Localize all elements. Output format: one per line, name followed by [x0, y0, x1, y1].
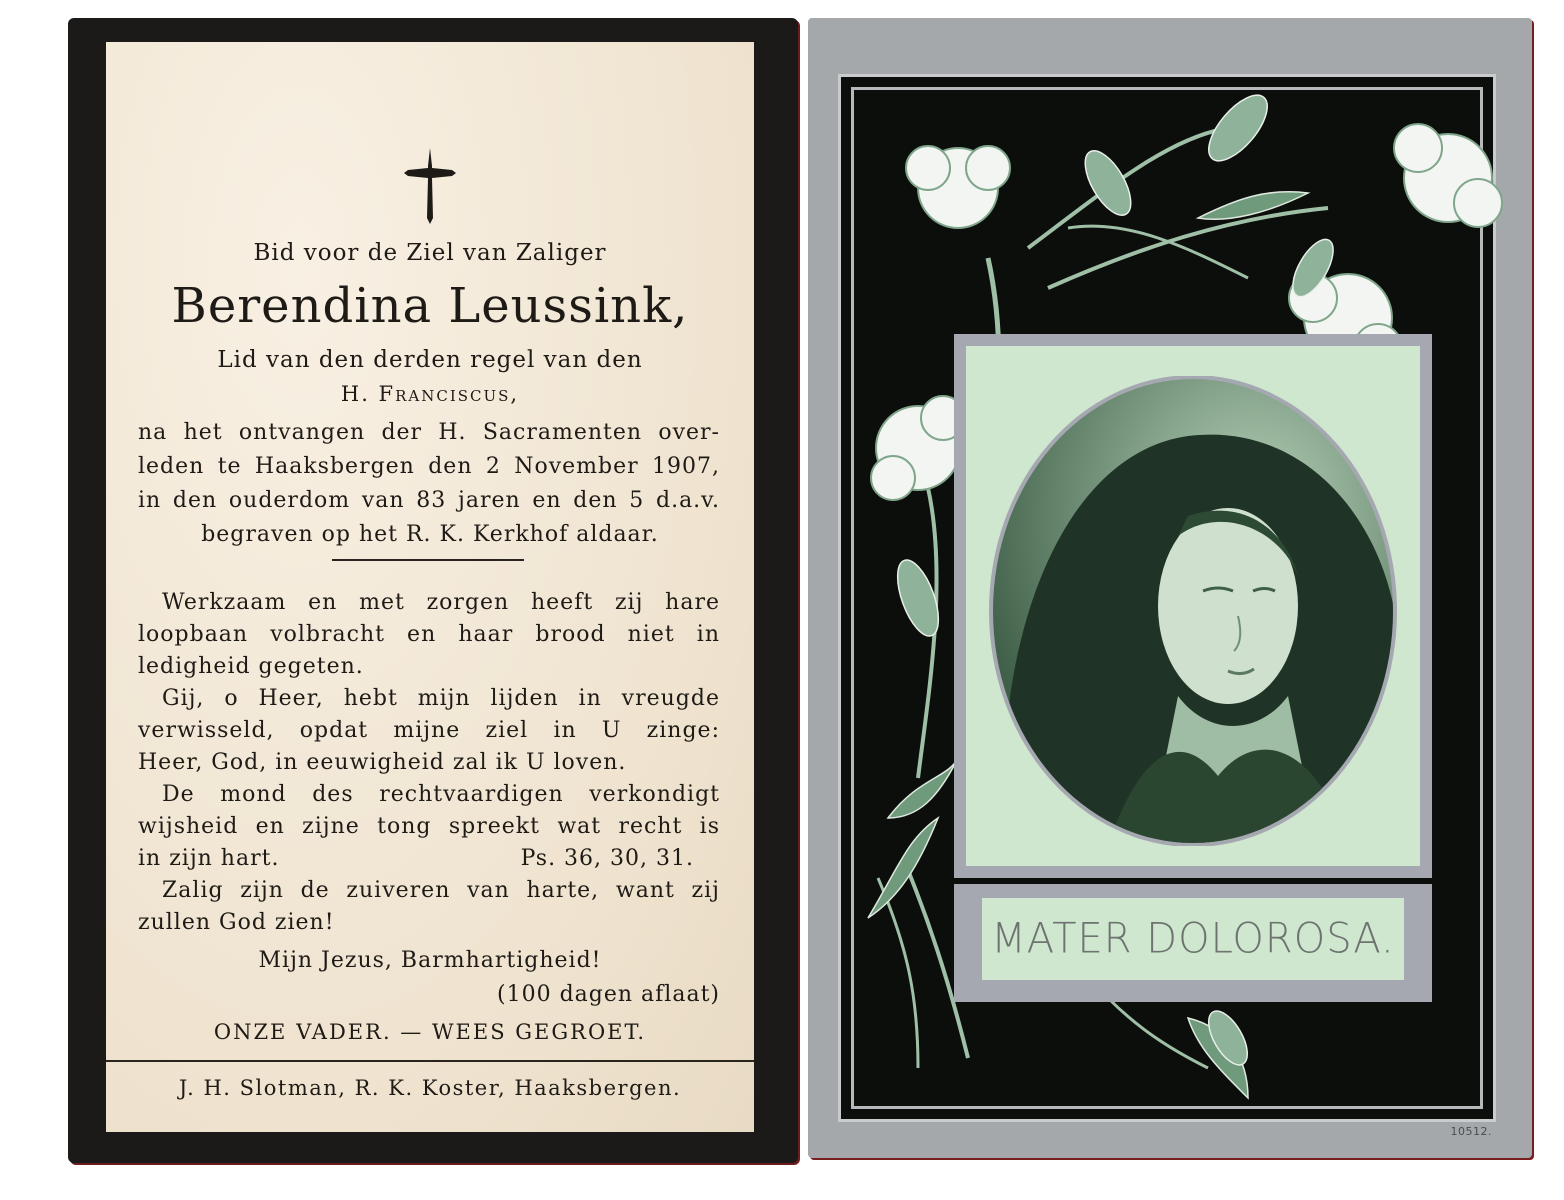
divider	[332, 559, 524, 561]
invocation: Mijn Jezus, Barmhartigheid!	[258, 948, 602, 973]
verse-line: wijsheid en zijne tong spreekt wat recht is	[138, 814, 720, 839]
card-paper	[106, 42, 754, 1132]
verse-line: loopbaan volbracht en haar brood niet in	[138, 622, 720, 647]
membership-line-2: H. Franciscus,	[340, 382, 520, 406]
detail-line-1: na het ontvangen der H. Sacramenten over-	[138, 420, 720, 445]
madonna-portrait-image	[988, 376, 1398, 846]
verse-end: Heer, God, in eeuwigheid zal ik U loven.	[138, 750, 627, 775]
deceased-name: Berendina Leussink,	[171, 278, 689, 334]
divider	[106, 1060, 754, 1062]
portrait-frame-inner	[966, 346, 1420, 866]
verse-line: De mond des rechtvaardigen verkondigt	[162, 782, 720, 807]
indulgence: (100 dagen aflaat)	[497, 982, 720, 1007]
verse-line: Zalig zijn de zuiveren van harte, want zij	[162, 878, 720, 903]
verse-end: ledigheid gegeten.	[138, 654, 364, 679]
verse-line: Werkzaam en met zorgen heeft zij hare	[162, 590, 720, 615]
image-title: MATER DOLOROSA.	[991, 914, 1395, 964]
printer-credit: J. H. Slotman, R. K. Koster, Haaksbergen.	[178, 1076, 682, 1100]
memorial-card-text-side	[68, 18, 798, 1163]
title-plaque	[954, 884, 1432, 1002]
detail-line-3: in den ouderdom van 83 jaren en den 5 d.a.v.	[138, 488, 720, 513]
closing-prayers: ONZE VADER. — WEES GEGROET.	[213, 1020, 647, 1044]
membership-line-1: Lid van den derden regel van den	[217, 347, 643, 373]
psalm-reference: Ps. 36, 30, 31.	[520, 846, 694, 871]
verse-end: zullen God zien!	[138, 910, 335, 935]
verse-end: in zijn hart.	[138, 846, 280, 871]
catalog-number: 10512.	[1450, 1125, 1492, 1138]
burial-line: begraven op het R. K. Kerkhof aldaar.	[201, 522, 659, 547]
cross-icon	[402, 146, 458, 226]
verse-line: Gij, o Heer, hebt mijn lijden in vreugde	[162, 686, 720, 711]
verse-line: verwisseld, opdat mijne ziel in U zinge:	[138, 718, 720, 743]
portrait-frame	[954, 334, 1432, 878]
title-plaque-inner	[982, 898, 1404, 980]
detail-line-2: leden te Haaksbergen den 2 November 1907,	[138, 454, 720, 479]
memorial-card-image-side	[808, 18, 1532, 1158]
prayer-lead: Bid voor de Ziel van Zaliger	[253, 240, 607, 266]
